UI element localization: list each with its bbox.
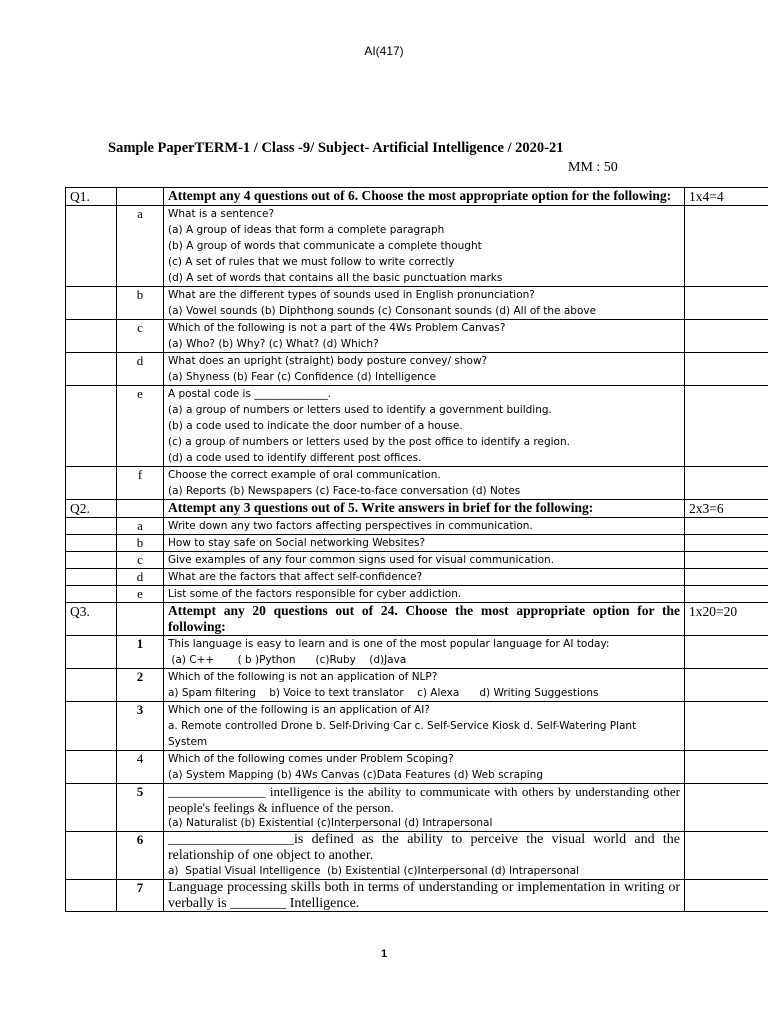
section-instruction: Attempt any 3 questions out of 5. Write answers in brief for the following: — [164, 500, 685, 518]
sub-question-label: 5 — [117, 784, 164, 832]
question-line: Which of the following is not a part of the 4Ws Problem Canvas? — [168, 322, 506, 334]
question-line: What is a sentence? — [168, 208, 275, 220]
question-line: Write down any two factors affecting perspectives in communication. — [168, 520, 533, 532]
question-text — [164, 206, 685, 287]
page-number: 1 — [380, 948, 388, 960]
option-line: (d) a code used to identify different post offices. — [168, 452, 422, 464]
option-line: (c) A set of rules that we must follow to write correctly — [168, 256, 455, 268]
option-line: a. Remote controlled Drone b. Self-Driving Car c. Self-Service Kiosk d. Self-Watering Plant — [168, 720, 637, 732]
table-row — [66, 832, 768, 880]
option-line: a) Spatial Visual Intelligence (b) Existential (c)Interpersonal (d) Intrapersonal — [168, 865, 579, 877]
sub-question-label: b — [117, 287, 164, 320]
question-line: What are the factors that affect self-confidence? — [168, 571, 423, 583]
question-line: Choose the correct example of oral communication. — [168, 469, 441, 481]
table-row — [66, 669, 768, 702]
question-text — [164, 702, 685, 751]
question-line: List some of the factors responsible for cyber addiction. — [168, 588, 462, 600]
table-row — [66, 518, 768, 535]
table-row — [66, 206, 768, 287]
table-row — [66, 636, 768, 669]
question-text — [164, 518, 685, 535]
question-text — [164, 467, 685, 500]
question-line: This language is easy to learn and is one of the most popular language for AI today: — [168, 638, 610, 650]
sub-question-label: f — [117, 467, 164, 500]
sub-question-label: d — [117, 569, 164, 586]
question-line: Language processing skills both in terms of understanding or implementation in writing or verbally is ________ Intelligence. — [168, 880, 680, 911]
table-row — [66, 880, 768, 912]
option-line: a) Spam filtering b) Voice to text translator c) Alexa d) Writing Suggestions — [168, 687, 599, 699]
question-line: What are the different types of sounds used in English pronunciation? — [168, 289, 535, 301]
question-line: Which one of the following is an application of AI? — [168, 704, 430, 716]
option-line: (b) A group of words that communicate a complete thought — [168, 240, 482, 252]
section-row-q1 — [66, 188, 768, 206]
paper-code: AI(417) — [364, 44, 404, 58]
question-text — [164, 569, 685, 586]
option-line: (a) Naturalist (b) Existential (c)Interpersonal (d) Intrapersonal — [168, 817, 493, 829]
section-marks: 2x3=6 — [685, 500, 768, 518]
sub-question-label: c — [117, 552, 164, 569]
table-row — [66, 287, 768, 320]
question-line: Which of the following is not an application of NLP? — [168, 671, 438, 683]
paper-title: Sample PaperTERM-1 / Class -9/ Subject- Artificial Intelligence / 2020-21 — [108, 140, 564, 156]
question-line: What does an upright (straight) body posture convey/ show? — [168, 355, 488, 367]
table-row — [66, 320, 768, 353]
question-text — [164, 535, 685, 552]
sub-question-label: 4 — [117, 751, 164, 784]
question-text — [164, 832, 685, 880]
table-row — [66, 569, 768, 586]
option-line: (a) A group of ideas that form a complete paragraph — [168, 224, 445, 236]
max-marks: MM : 50 — [568, 160, 618, 175]
table-row — [66, 552, 768, 569]
question-text — [164, 386, 685, 467]
sub-question-label: a — [117, 518, 164, 535]
question-line: Give examples of any four common signs used for visual communication. — [168, 554, 555, 566]
question-line: A postal code is ______________. — [168, 388, 332, 400]
question-text — [164, 586, 685, 603]
question-line: How to stay safe on Social networking Websites? — [168, 537, 426, 549]
table-row — [66, 702, 768, 751]
question-text — [164, 287, 685, 320]
sub-question-label: 6 — [117, 832, 164, 880]
section-row-q2 — [66, 500, 768, 518]
table-row — [66, 386, 768, 467]
sub-question-label: e — [117, 386, 164, 467]
section-instruction: Attempt any 4 questions out of 6. Choose the most appropriate option for the following: — [164, 188, 685, 206]
option-line: (a) C++ ( b )Python (c)Ruby (d)Java — [168, 654, 407, 666]
section-row-q3 — [66, 603, 768, 636]
sub-question-label: d — [117, 353, 164, 386]
option-line: System — [168, 736, 208, 748]
section-marks: 1x20=20 — [685, 603, 768, 636]
question-text — [164, 320, 685, 353]
sub-question-label: a — [117, 206, 164, 287]
question-text — [164, 353, 685, 386]
sub-question-label: 7 — [117, 880, 164, 912]
question-line: __________________is defined as the ability to perceive the visual world and the relationship of one object to another. — [168, 832, 680, 863]
sub-question-label: 3 — [117, 702, 164, 751]
sub-question-label: e — [117, 586, 164, 603]
question-text — [164, 669, 685, 702]
question-line: _______________ intelligence is the ability to communicate with others by understanding other people's feelings & influence of the person. — [168, 784, 680, 815]
question-number: Q1. — [66, 188, 117, 206]
option-line: (b) a code used to indicate the door number of a house. — [168, 420, 463, 432]
table-row — [66, 467, 768, 500]
sub-question-label: c — [117, 320, 164, 353]
section-marks: 1x4=4 — [685, 188, 768, 206]
question-number: Q2. — [66, 500, 117, 518]
table-row — [66, 535, 768, 552]
sub-question-label: 1 — [117, 636, 164, 669]
sub-question-label: b — [117, 535, 164, 552]
sub-question-label: 2 — [117, 669, 164, 702]
table-row — [66, 751, 768, 784]
option-line: (a) Shyness (b) Fear (c) Confidence (d) Intelligence — [168, 371, 437, 383]
question-number: Q3. — [66, 603, 117, 636]
table-row — [66, 586, 768, 603]
option-line: (a) Vowel sounds (b) Diphthong sounds (c) Consonant sounds (d) All of the above — [168, 305, 597, 317]
question-text — [164, 552, 685, 569]
question-line: Which of the following comes under Problem Scoping? — [168, 753, 454, 765]
section-instruction: Attempt any 20 questions out of 24. Choose the most appropriate option for the following: — [164, 603, 685, 636]
table-row — [66, 784, 768, 832]
question-table — [65, 187, 768, 912]
option-line: (a) Reports (b) Newspapers (c) Face-to-face conversation (d) Notes — [168, 485, 521, 497]
option-line: (d) A set of words that contains all the basic punctuation marks — [168, 272, 503, 284]
question-text — [164, 880, 685, 912]
question-text — [164, 636, 685, 669]
option-line: (a) System Mapping (b) 4Ws Canvas (c)Data Features (d) Web scraping — [168, 769, 543, 781]
option-line: (a) Who? (b) Why? (c) What? (d) Which? — [168, 338, 379, 350]
table-row — [66, 353, 768, 386]
question-text — [164, 784, 685, 832]
question-text — [164, 751, 685, 784]
option-line: (a) a group of numbers or letters used to identify a government building. — [168, 404, 552, 416]
option-line: (c) a group of numbers or letters used by the post office to identify a region. — [168, 436, 570, 448]
